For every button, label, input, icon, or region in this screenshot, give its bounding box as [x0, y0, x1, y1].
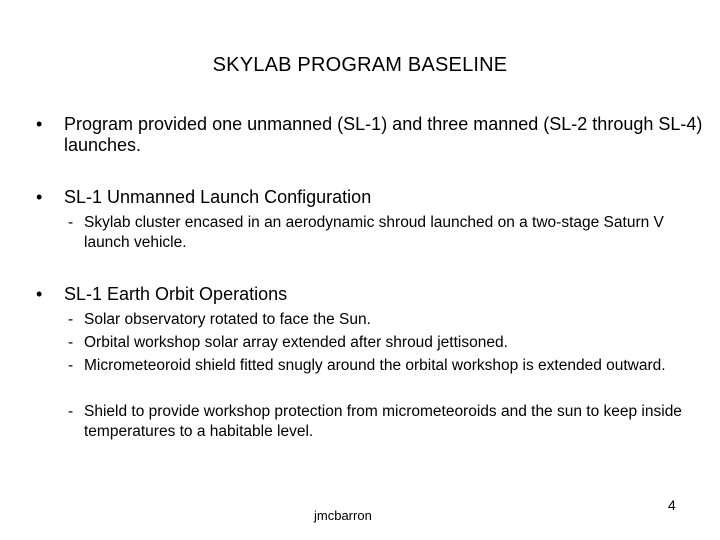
footer-author: jmcbarron [314, 508, 372, 523]
dash-icon: - [68, 334, 74, 351]
page-number: 4 [668, 497, 676, 513]
sub-bullet-text: Shield to provide workshop protection from micrometeoroids and the sun to keep inside temperatures to a habitable level. [84, 403, 682, 440]
bullet-icon: • [36, 114, 43, 134]
sub-bullet-text: Solar observatory rotated to face the Sun. [84, 311, 371, 328]
sub-bullet-text: Orbital workshop solar array extended after shroud jettisoned. [84, 334, 508, 351]
sub-bullet-text: Skylab cluster encased in an aerodynamic shroud launched on a two-stage Saturn V launch vehicle. [84, 214, 664, 251]
bullet-text: SL-1 Unmanned Launch Configuration [64, 187, 372, 207]
sub-bullet-item [68, 356, 708, 376]
bullet-item [36, 284, 706, 305]
bullet-icon: • [36, 187, 43, 207]
dash-icon: - [68, 214, 74, 231]
sub-bullet-text: Micrometeoroid shield fitted snugly around the orbital workshop is extended outward. [84, 357, 666, 374]
sub-bullet-item [68, 310, 708, 330]
dash-icon: - [68, 403, 74, 420]
sub-bullet-item [68, 333, 708, 353]
bullet-icon: • [36, 284, 43, 304]
dash-icon: - [68, 311, 74, 328]
bullet-text: Program provided one unmanned (SL-1) and three manned (SL-2 through SL-4) launches. [64, 114, 703, 155]
bullet-item [36, 114, 706, 156]
sub-bullet-item [68, 402, 708, 442]
slide-title: SKYLAB PROGRAM BASELINE [212, 54, 508, 76]
sub-bullet-item [68, 213, 708, 253]
bullet-item [36, 187, 706, 208]
dash-icon: - [68, 357, 74, 374]
bullet-text: SL-1 Earth Orbit Operations [64, 284, 288, 304]
